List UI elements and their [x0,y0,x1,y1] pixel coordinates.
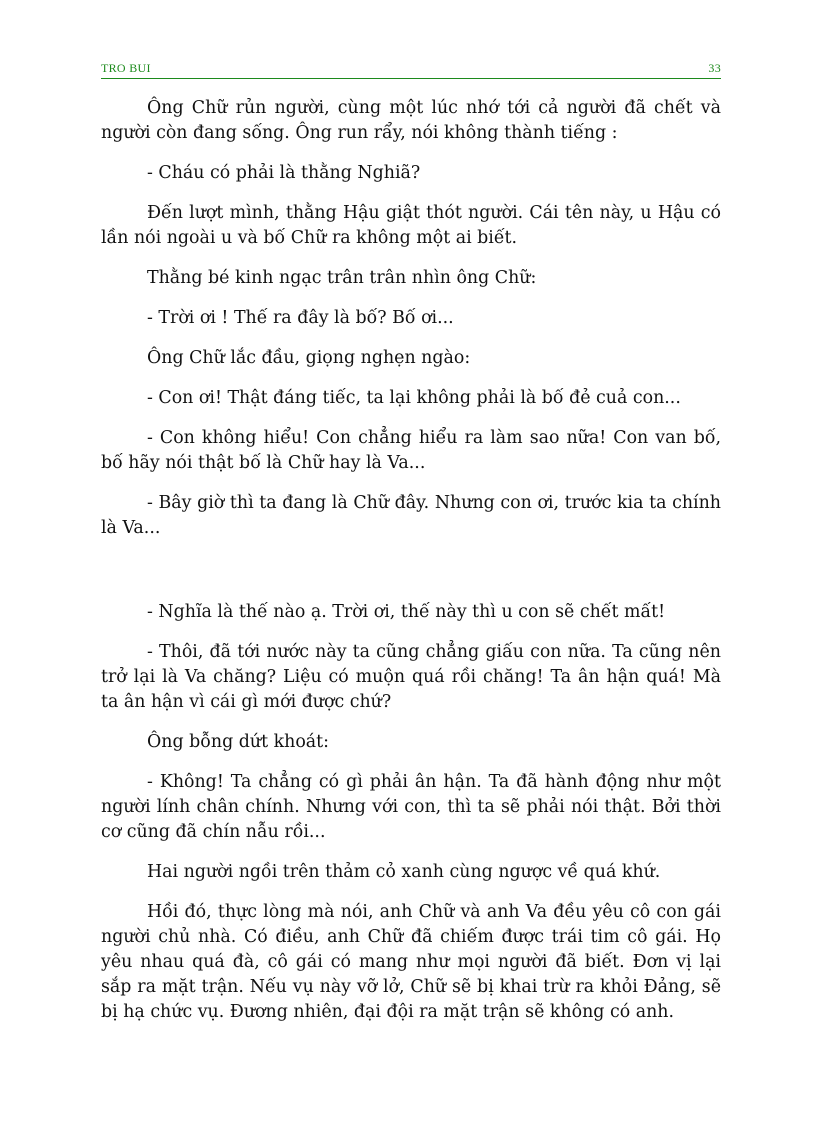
paragraph: - Con ơi! Thật đáng tiếc, ta lại không phải là bố đẻ cuả con... [147,388,681,408]
page-number: 33 [708,61,721,75]
paragraph: - Thôi, đã tới nước này ta cũng chẳng giấu con nữa. Ta cũng nên trở lại là Va chăng? Liệu có muộn quá rồi chăng! Ta ân hận quá! Mà ta ân hận vì cái gì mới được chứ? [101,642,721,712]
paragraph: Ông Chữ rủn người, cùng một lúc nhớ tới cả người đã chết và người còn đang sống. Ông run rẩy, nói không thành tiếng : [101,98,721,143]
paragraph: Ông Chữ lắc đầu, giọng nghẹn ngào: [147,348,471,368]
paragraph: - Bây giờ thì ta đang là Chữ đây. Nhưng con ơi, trước kia ta chính là Va... [101,493,721,538]
paragraph: - Cháu có phải là thằng Nghiã? [147,163,421,183]
running-header [101,62,721,79]
blank-gap [101,556,721,600]
paragraph: - Không! Ta chẳng có gì phải ân hận. Ta đã hành động như một người lính chân chính. Nhưng với con, thì ta sẽ phải nói thật. Bởi thời cơ cũng đã chín nẫu rồi... [101,772,721,842]
header-title: TRO BUI [101,61,151,75]
paragraph: - Con không hiểu! Con chẳng hiểu ra làm sao nữa! Con van bố, bố hãy nói thật bố là Chữ hay là Va... [101,428,721,473]
paragraph: Ông bỗng dứt khoát: [147,732,330,752]
paragraph: Hồi đó, thực lòng mà nói, anh Chữ và anh Va đều yêu cô con gái người chủ nhà. Có điều, anh Chữ đã chiếm được trái tim cô gái. Họ yêu nhau quá đà, cô gái có mang như mọi người đã biết. Đơn vị lại sắp ra mặt trận. Nếu vụ này vỡ lở, Chữ sẽ bị khai trừ ra khỏi Đảng, sẽ bị hạ chức vụ. Đương nhiên, đại đội ra mặt trận sẽ không có anh. [101,902,721,1022]
paragraph: - Trời ơi ! Thế ra đây là bố? Bố ơi... [147,308,454,328]
paragraph: Thằng bé kinh ngạc trân trân nhìn ông Chữ: [147,268,537,288]
body-text [101,96,721,1040]
paragraph: Hai người ngồi trên thảm cỏ xanh cùng ngược về quá khứ. [147,862,661,882]
paragraph: - Nghĩa là thế nào ạ. Trời ơi, thế này thì u con sẽ chết mất! [147,602,666,622]
paragraph: Đến lượt mình, thằng Hậu giật thót người. Cái tên này, u Hậu có lần nói ngoài u và bố Chữ ra không một ai biết. [101,203,721,248]
